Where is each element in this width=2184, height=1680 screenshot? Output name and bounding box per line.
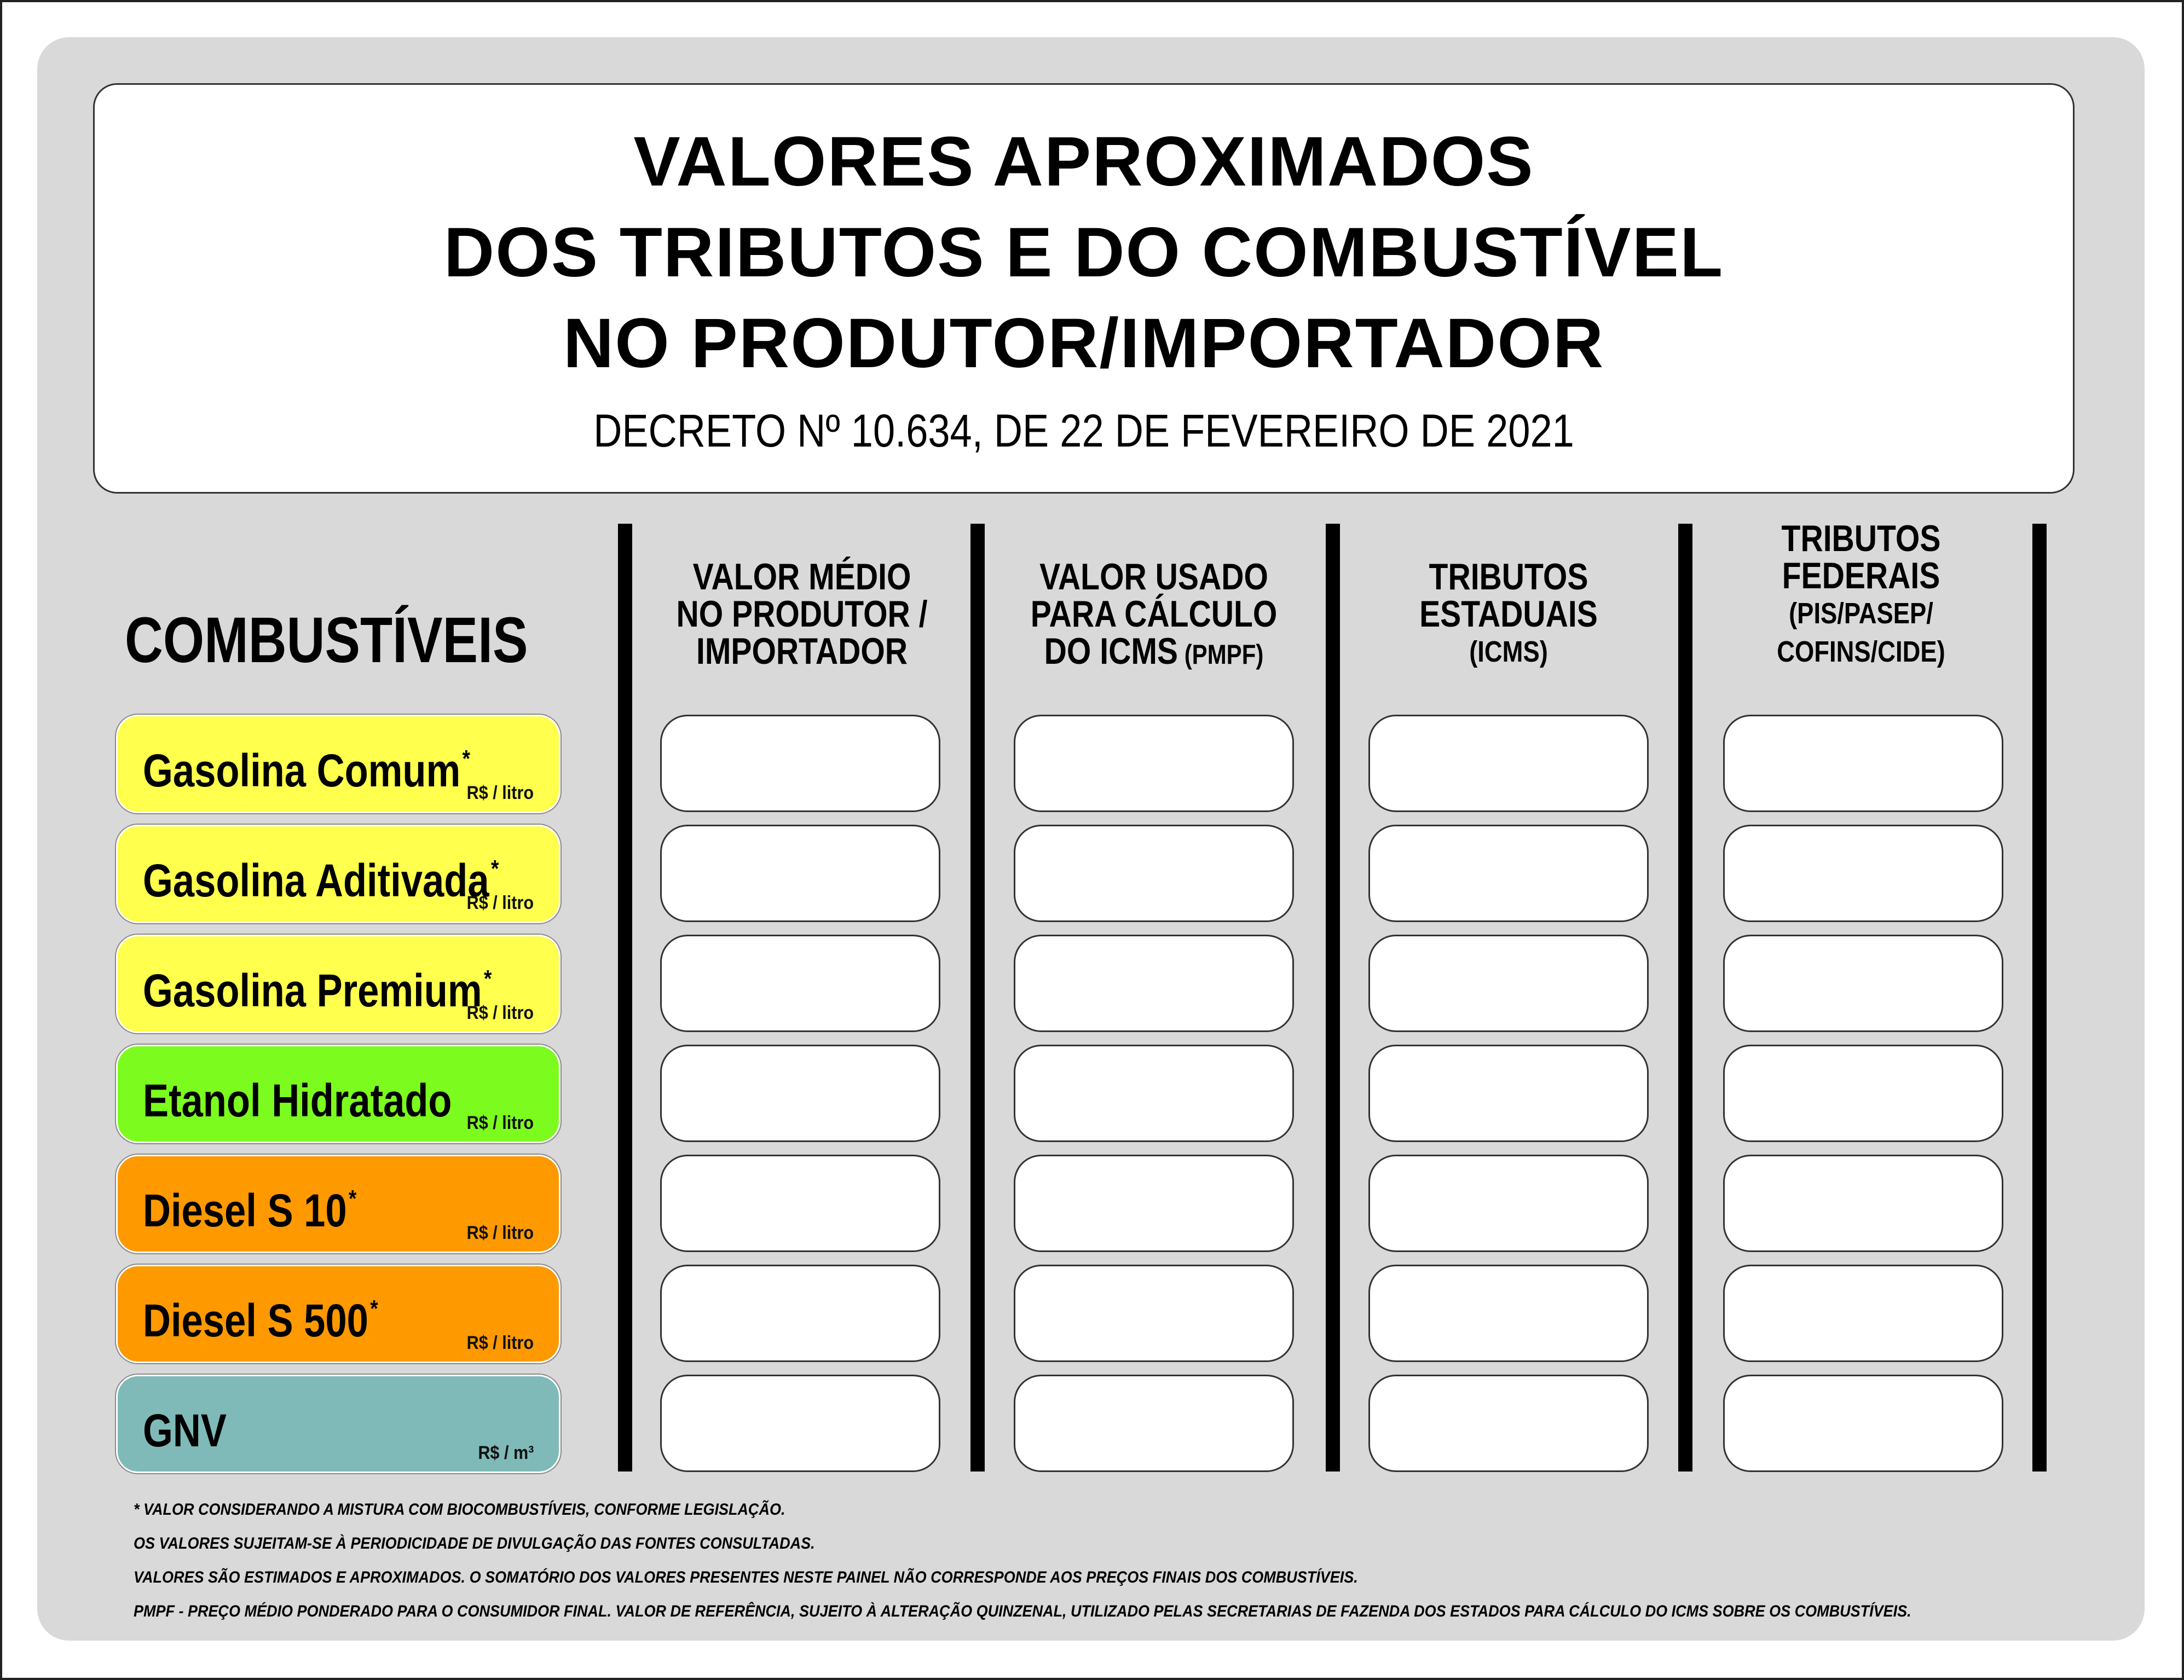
column-header-line: VALOR MÉDIO — [692, 556, 911, 598]
value-cell — [1723, 1375, 2003, 1472]
fuel-name-text: Diesel S 500 — [143, 1295, 368, 1346]
fuel-label-diesel-s500 — [116, 1265, 561, 1363]
value-cell — [1368, 935, 1649, 1032]
title-line-2: DOS TRIBUTOS E DO COMBUSTÍVEL — [443, 213, 1724, 292]
column-header-line: NO PRODUTOR / — [676, 593, 928, 635]
value-cell — [660, 1155, 940, 1252]
value-cell — [1723, 1265, 2003, 1362]
fuel-name — [143, 1282, 378, 1348]
column-divider — [618, 524, 632, 1472]
column-header-line: IMPORTADOR — [696, 630, 908, 672]
fuel-name — [143, 842, 499, 908]
asterisk-mark: * — [462, 745, 471, 772]
asterisk-mark: * — [490, 855, 499, 882]
value-cell — [1014, 1375, 1294, 1472]
value-cell — [1368, 715, 1649, 812]
footnote-periodicity: OS VALORES SUJEITAM-SE À PERIODICIDADE DE DIVULGAÇÃO DAS FONTES CONSULTADAS. — [134, 1534, 815, 1552]
value-cell — [660, 1045, 940, 1142]
footnote-estimates: VALORES SÃO ESTIMADOS E APROXIMADOS. O SOMATÓRIO DOS VALORES PRESENTES NESTE PAINEL NÃO CORRESPONDE AOS PREÇOS FINAIS DOS COMBUSTÍVEIS. — [134, 1568, 1358, 1586]
title-line-1: VALORES APROXIMADOS — [633, 123, 1534, 201]
fuel-label-gasolina-comum — [116, 715, 561, 813]
fuel-name — [143, 952, 492, 1018]
fuel-label-gasolina-premium — [116, 935, 561, 1033]
column-header-line — [1016, 630, 1292, 673]
column-divider — [1326, 524, 1340, 1472]
column-divider — [970, 524, 985, 1472]
fuel-label-diesel-s10 — [116, 1155, 561, 1253]
column-header-pmpf-value — [990, 558, 1318, 673]
value-cell — [660, 1375, 940, 1472]
value-cell — [660, 1265, 940, 1362]
decree-reference: DECRETO Nº 10.634, DE 22 DE FEVEREIRO DE 2021 — [593, 405, 1574, 456]
column-header-line: FEDERAIS — [1782, 555, 1940, 596]
fuel-name — [143, 1392, 228, 1458]
value-cell — [1368, 1045, 1649, 1142]
fuel-unit: R$ / litro — [466, 1003, 534, 1023]
column-header-subline: COFINS/CIDE) — [1777, 635, 1945, 668]
fuel-name-text: Gasolina Aditivada — [143, 855, 489, 906]
value-cell — [1723, 1045, 2003, 1142]
value-cell — [1014, 1155, 1294, 1252]
column-header-subline: (PIS/PASEP/ — [1789, 597, 1933, 630]
asterisk-mark: * — [349, 1185, 357, 1212]
fuel-name-text: Gasolina Comum — [143, 745, 461, 796]
fuel-unit: R$ / m³ — [477, 1443, 534, 1463]
column-header-line: TRIBUTOS — [1429, 556, 1588, 598]
fuel-unit: R$ / litro — [466, 893, 534, 913]
fuel-name-text: Etanol Hidratado — [143, 1075, 452, 1126]
value-cell — [660, 935, 940, 1032]
fuels-section-title: COMBUSTÍVEIS — [125, 604, 528, 676]
value-cell — [660, 825, 940, 922]
column-header-subline: (ICMS) — [1469, 635, 1548, 668]
value-cell — [1014, 1265, 1294, 1362]
fuel-label-gnv — [116, 1375, 561, 1473]
asterisk-mark: * — [370, 1295, 378, 1322]
fuel-name — [143, 1172, 356, 1238]
value-cell — [1723, 1155, 2003, 1252]
column-divider — [2032, 524, 2047, 1472]
fuel-name-text: GNV — [143, 1405, 227, 1456]
column-header-suffix: (PMPF) — [1178, 639, 1264, 670]
fuel-name — [143, 732, 470, 798]
asterisk-mark: * — [483, 965, 492, 992]
value-cell — [1723, 825, 2003, 922]
value-cell — [660, 715, 940, 812]
value-cell — [1014, 825, 1294, 922]
fuel-unit: R$ / litro — [466, 1223, 534, 1243]
fuel-unit: R$ / litro — [466, 783, 534, 803]
value-cell — [1368, 1265, 1649, 1362]
column-header-line: ESTADUAIS — [1419, 593, 1598, 635]
column-header-federal-taxes — [1697, 520, 2025, 671]
value-cell — [1368, 825, 1649, 922]
value-cell — [1368, 1375, 1649, 1472]
value-cell — [1723, 715, 2003, 812]
footnote-pmpf: PMPF - PREÇO MÉDIO PONDERADO PARA O CONSUMIDOR FINAL. VALOR DE REFERÊNCIA, SUJEITO À ALTERAÇÃO QUINZENAL, UTILIZADO PELAS SECRETARIAS DE FAZENDA DOS ESTADOS PARA CÁLCULO DO ICMS SOBRE OS COMBUSTÍVEIS. — [134, 1602, 1911, 1620]
fuel-name-text: Diesel S 10 — [143, 1185, 347, 1236]
value-cell — [1014, 935, 1294, 1032]
fuel-label-gasolina-aditivada — [116, 825, 561, 923]
value-cell — [1368, 1155, 1649, 1252]
footnote-biofuel: * VALOR CONSIDERANDO A MISTURA COM BIOCOMBUSTÍVEIS, CONFORME LEGISLAÇÃO. — [134, 1501, 785, 1519]
title-line-3: NO PRODUTOR/IMPORTADOR — [563, 304, 1605, 383]
column-header-line: TRIBUTOS — [1781, 518, 1941, 559]
header-box — [93, 83, 2075, 494]
column-header-line: VALOR USADO — [1039, 556, 1268, 598]
column-header-average-value — [638, 558, 966, 670]
value-cell — [1014, 1045, 1294, 1142]
fuel-name-text: Gasolina Premium — [143, 965, 482, 1016]
column-header-state-taxes — [1344, 558, 1673, 671]
fuel-unit: R$ / litro — [466, 1333, 534, 1353]
fuel-name — [143, 1062, 454, 1128]
fuel-unit: R$ / litro — [466, 1113, 534, 1133]
column-header-line: PARA CÁLCULO — [1030, 593, 1278, 635]
value-cell — [1723, 935, 2003, 1032]
column-divider — [1678, 524, 1692, 1472]
value-cell — [1014, 715, 1294, 812]
column-header-text: DO ICMS — [1044, 630, 1178, 672]
fuel-label-etanol-hidratado — [116, 1045, 561, 1143]
